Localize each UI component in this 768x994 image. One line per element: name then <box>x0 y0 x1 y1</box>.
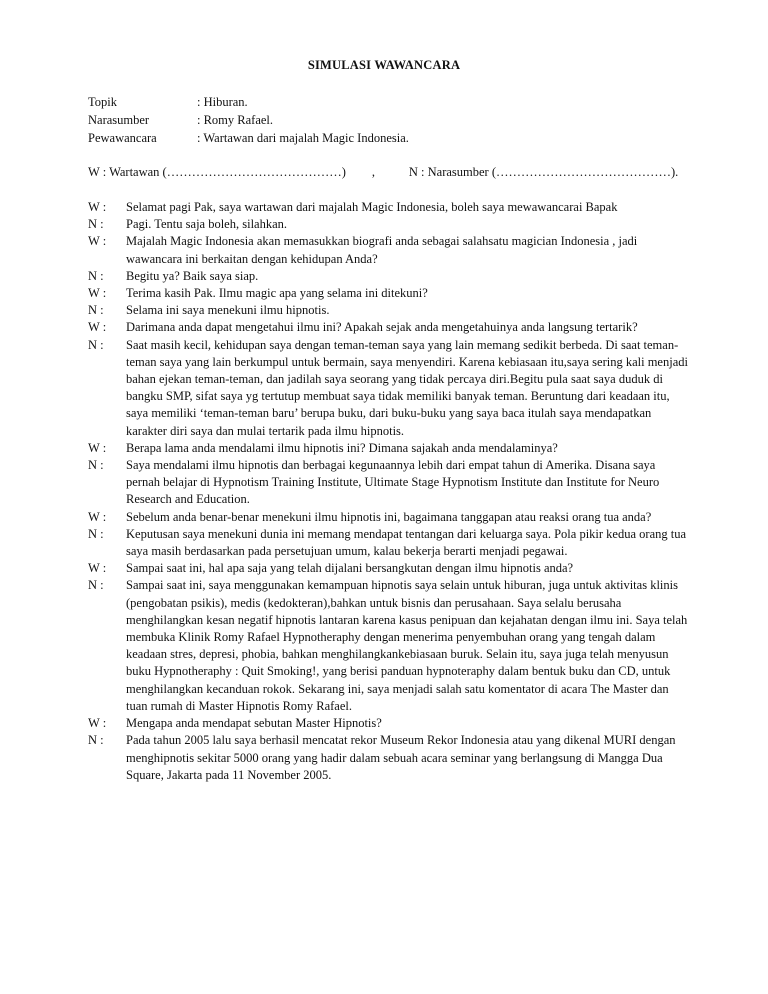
dialog-turn <box>88 268 688 285</box>
interview-meta <box>88 93 409 147</box>
dialog-text: Saat masih kecil, kehidupan saya dengan teman-teman saya yang lain memang sedikit berbeda. Di saat teman-teman saya yang lain berkumpul untuk bermain, saya menyendiri. Karena kebiasaan itu,saya sering kali menjadi bahan ejekan teman-teman, dan jadilah saya seorang yang tidak percaya diri.Begitu pula saat saya duduk di bangku SMP, sifat saya yg tertutup membuat saya tidak memiliki banyak teman. Beruntung dari keadaan itu, saya memiliki ‘teman-teman baru’ berupa buku, dari buku-buku yang saya baca itulah saya mendapatkan karakter diri saya dan mulai tertarik pada ilmu hipnotis. <box>126 337 688 438</box>
speaker-tag: W : <box>88 320 107 335</box>
dialog-text: Sebelum anda benar-benar menekuni ilmu hipnotis ini, bagaimana tanggapan atau reaksi orang tua anda? <box>126 509 652 524</box>
speaker-tag: W : <box>88 716 107 731</box>
dialog-text: Darimana anda dapat mengetahui ilmu ini? Apakah sejak anda mengetahuinya anda langsung tertarik? <box>126 320 638 335</box>
document-title: SIMULASI WAWANCARA <box>307 58 461 72</box>
dialog-text: Sampai saat ini, saya menggunakan kemampuan hipnotis saya selain untuk hiburan, juga untuk aktivitas klinis (pengobatan psikis), medis (kedokteran),bahkan untuk bisnis dan perusahaan. Saya selalu berusaha menghilangkan kesan negatif hipnotis lantaran karena kasus penipuan dan kejahatan dengan ilmu ini. Saya telah membuka Klinik Romy Rafael Hypnotheraphy dengan menerima penyembuhan orang yang tengah dalam keadaan stres, depresi, phobia, bahkan menghilangkankebiasaan buruk. Selain itu, saya juga telah menyusun buku Hypnotheraphy : Quit Smoking!, yang berisi panduan hypnoteraphy dalam bentuk buku dan CD, untuk menghilangkan kecanduan rokok. Sekarang ini, saya menjadi salah satu komentator di acara The Master dan tuan rumah di Master Hipnotis Romy Rafael. <box>126 578 688 713</box>
dialog-turn <box>88 509 688 526</box>
speaker-legend <box>88 163 678 181</box>
speaker-tag: N : <box>88 526 104 541</box>
dialog-text: Pada tahun 2005 lalu saya berhasil mencatat rekor Museum Rekor Indonesia atau yang dikenal MURI dengan menghipnotis sekitar 5000 orang yang hadir dalam sebuah acara seminar yang berlangsung di Mangga Dua Square, Jakarta pada 11 November 2005. <box>126 733 676 782</box>
speaker-tag: N : <box>88 217 104 232</box>
legend-wartawan: W : Wartawan (……………………………………) <box>88 165 346 179</box>
dialog-turn <box>88 285 688 302</box>
dialog-text: Majalah Magic Indonesia akan memasukkan biografi anda sebagai salahsatu magician Indonesia , jadi wawancara ini berkaitan dengan kehidupan Anda? <box>126 234 638 266</box>
dialog-turn <box>88 577 688 715</box>
speaker-tag: W : <box>88 286 107 301</box>
dialog-turn <box>88 560 688 577</box>
dialog-turn <box>88 715 688 732</box>
dialog-text: Pagi. Tentu saja boleh, silahkan. <box>126 217 288 232</box>
legend-narasumber: N : Narasumber (……………………………………). <box>408 165 679 179</box>
dialog-turn <box>88 199 688 216</box>
speaker-tag: N : <box>88 578 104 593</box>
dialog-turn <box>88 216 688 233</box>
speaker-tag: W : <box>88 200 107 214</box>
meta-topic: Topik : Hiburan. <box>88 95 248 109</box>
speaker-tag: W : <box>88 509 107 524</box>
speaker-tag: N : <box>88 268 104 283</box>
dialog-turn <box>88 233 688 267</box>
dialog-turn <box>88 440 688 457</box>
meta-source: Narasumber : Romy Rafael. <box>88 113 274 127</box>
dialog-text: Begitu ya? Baik saya siap. <box>126 268 259 283</box>
interview-dialog <box>88 199 688 784</box>
dialog-text: Sampai saat ini, hal apa saja yang telah dijalani bersangkutan dengan ilmu hipnotis anda? <box>126 561 574 576</box>
speaker-tag: W : <box>88 234 107 249</box>
dialog-turn <box>88 302 688 319</box>
dialog-text: Selamat pagi Pak, saya wartawan dari majalah Magic Indonesia, boleh saya mewawancarai Bapak <box>126 200 618 214</box>
dialog-text: Terima kasih Pak. Ilmu magic apa yang selama ini ditekuni? <box>126 286 428 301</box>
speaker-tag: W : <box>88 561 107 576</box>
dialog-turn <box>88 319 688 336</box>
dialog-text: Selama ini saya menekuni ilmu hipnotis. <box>126 303 330 318</box>
speaker-tag: N : <box>88 337 104 352</box>
dialog-turn <box>88 457 688 509</box>
speaker-tag: N : <box>88 733 104 748</box>
dialog-turn <box>88 337 688 440</box>
speaker-tag: N : <box>88 303 104 318</box>
speaker-tag: W : <box>88 440 107 455</box>
dialog-turn <box>88 732 688 784</box>
dialog-text: Keputusan saya menekuni dunia ini memang mendapat tentangan dari keluarga saya. Pola pikir kedua orang tua saya masih berdasarkan pada persetujuan umum, kalau bekerja berarti menjadi pegawai. <box>126 526 687 559</box>
dialog-text: Mengapa anda mendapat sebutan Master Hipnotis? <box>126 716 382 731</box>
dialog-text: Saya mendalami ilmu hipnotis dan berbagai kegunaannya lebih dari empat tahun di Amerika. Disana saya pernah belajar di Hypnotism Training Institute, Ultimate Stage Hypnotism Institute dan Institute for Neuro Research and Education. <box>126 458 660 507</box>
meta-interviewer: Pewawancara : Wartawan dari majalah Magic Indonesia. <box>88 131 409 145</box>
legend-separator: , <box>371 165 375 179</box>
dialog-text: Berapa lama anda mendalami ilmu hipnotis ini? Dimana sajakah anda mendalaminya? <box>126 440 558 455</box>
speaker-tag: N : <box>88 458 104 473</box>
dialog-turn <box>88 526 688 560</box>
